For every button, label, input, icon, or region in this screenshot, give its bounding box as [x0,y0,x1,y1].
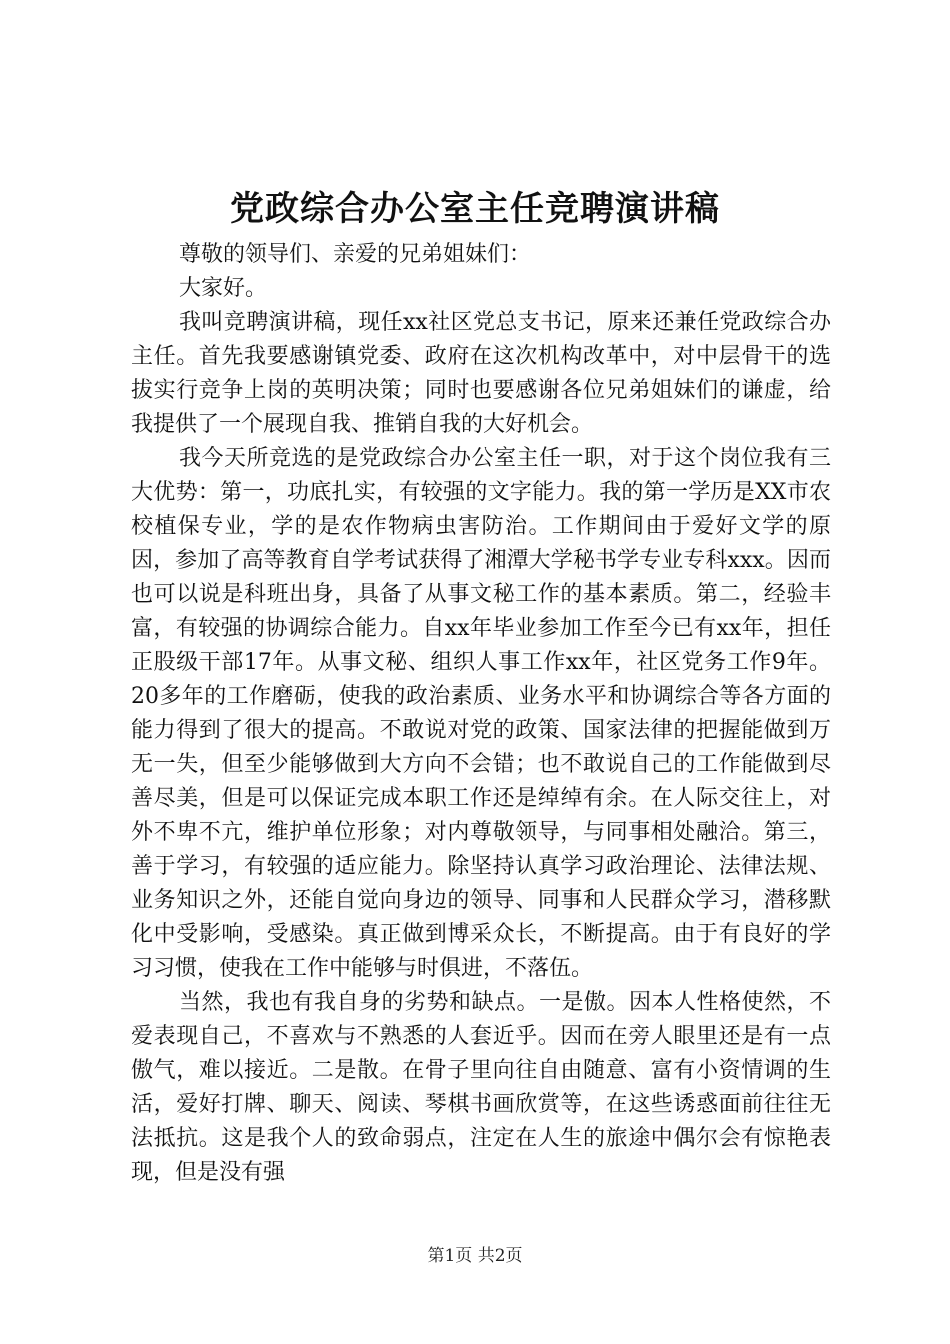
document-title: 党政综合办公室主任竞聘演讲稿 [230,189,720,229]
introduction-paragraph: 我叫竞聘演讲稿，现任xx社区党总支书记，原来还兼任党政综合办主任。首先我要感谢镇党委、政府在这次机构改革中，对中层骨干的选拔实行竞争上岗的英明决策；同时也要感谢各位兄弟姐妹们的谦虚，给我提供了一个展现自我、推销自我的大好机会。 [131,310,831,437]
advantages-paragraph: 我今天所竞选的是党政综合办公室主任一职，对于这个岗位我有三大优势：第一，功底扎实，有较强的文字能力。我的第一学历是XX市农校植保专业，学的是农作物病虫害防治。工作期间由于爱好文学的原因，参加了高等教育自学考试获得了湘潭大学秘书学专业专科xxx。因而也可以说是科班出身，具备了从事文秘工作的基本素质。第二，经验丰富，有较强的协调综合能力。自xx年毕业参加工作至今已有xx年，担任正股级干部17年。从事文秘、组织人事工作xx年，社区党务工作9年。20多年的工作磨砺，使我的政治素质、业务水平和协调综合等各方面的能力得到了很大的提高。不敢说对党的政策、国家法律的把握能做到万无一失，但至少能够做到大方向不会错；也不敢说自己的工作能做到尽善尽美，但是可以保证完成本职工作还是绰绰有余。在人际交往上，对外不卑不亢，维护单位形象；对内尊敬领导，与同事相处融洽。第三，善于学习，有较强的适应能力。除坚持认真学习政治理论、法律法规、业务知识之外，还能自觉向身边的领导、同事和人民群众学习，潜移默化中受影响，受感染。真正做到博采众长，不断提高。由于有良好的学习习惯，使我在工作中能够与时俱进，不落伍。 [131,446,831,981]
page-number-footer: 第1页 共2页 [427,1246,523,1266]
greeting-paragraph: 大家好。 [179,276,268,301]
document-body [131,238,831,1190]
salutation-paragraph: 尊敬的领导们、亲爱的兄弟姐妹们： [179,242,532,267]
weaknesses-paragraph: 当然，我也有我自身的劣势和缺点。一是傲。因本人性格使然，不爱表现自己，不喜欢与不熟悉的人套近乎。因而在旁人眼里还是有一点傲气，难以接近。二是散。在骨子里向往自由随意、富有小资情调的生活，爱好打牌、聊天、阅读、琴棋书画欣赏等，在这些诱惑面前往往无法抵抗。这是我个人的致命弱点，注定在人生的旅途中偶尔会有惊艳表现，但是没有强 [131,990,831,1185]
